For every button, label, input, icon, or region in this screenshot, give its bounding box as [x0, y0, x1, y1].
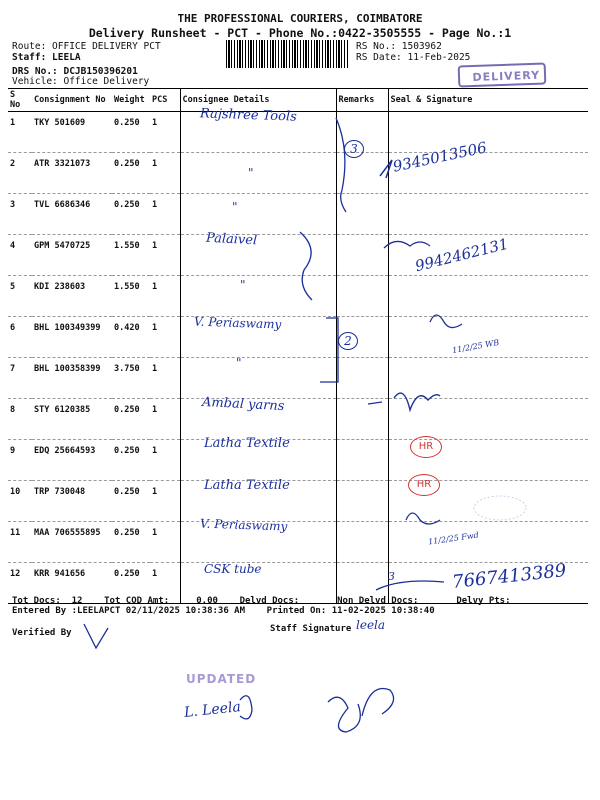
delivery-stamp: DELIVERY	[458, 62, 547, 87]
row-consignment: KDI 238603	[32, 276, 112, 317]
row-sno: 5	[8, 276, 32, 317]
row-pcs: 1	[150, 276, 180, 317]
row-sno: 11	[8, 522, 32, 563]
row-pcs: 1	[150, 522, 180, 563]
handwritten-consignee-3: "	[232, 200, 238, 214]
row-consignment: MAA 706555895	[32, 522, 112, 563]
row-pcs: 1	[150, 358, 180, 399]
row-pcs: 1	[150, 481, 180, 522]
row-weight: 1.550	[112, 276, 150, 317]
row-sno: 12	[8, 563, 32, 604]
handwritten-consignee-10: Latha Textile	[204, 478, 290, 493]
handwritten-consignee-2: "	[248, 166, 254, 180]
hr-stamp-1: HR	[410, 436, 442, 458]
handwritten-consignee-4: Palaivel	[205, 230, 258, 249]
row-pcs: 1	[150, 563, 180, 604]
rs-date: RS Date: 11-Feb-2025	[356, 52, 471, 63]
row-weight: 0.250	[112, 440, 150, 481]
col-remarks: Remarks	[336, 89, 388, 112]
vehicle-label: Vehicle: Office Delivery	[12, 76, 150, 87]
row-weight: 1.550	[112, 235, 150, 276]
row-weight: 0.420	[112, 317, 150, 358]
row-consignment: EDQ 25664593	[32, 440, 112, 481]
row-consignment: GPM 5470725	[32, 235, 112, 276]
row-pcs: 1	[150, 235, 180, 276]
hr-stamp-2: HR	[408, 474, 440, 496]
row-weight: 3.750	[112, 358, 150, 399]
handwritten-consignee-6: V. Periaswamy	[193, 314, 282, 332]
row-pcs: 1	[150, 317, 180, 358]
row-consignment: BHL 100349399	[32, 317, 112, 358]
handwritten-signature-name: L. Leela	[183, 699, 242, 721]
row-sno: 6	[8, 317, 32, 358]
col-pcs: PCS	[150, 89, 180, 112]
col-sno: S No	[8, 89, 32, 112]
updated-stamp: UPDATED	[186, 672, 257, 686]
row-weight: 0.250	[112, 112, 150, 153]
row-weight: 0.250	[112, 522, 150, 563]
handwritten-phone-3: 7667413389	[451, 560, 568, 593]
row-weight: 0.250	[112, 153, 150, 194]
handwritten-consignee-9: Latha Textile	[204, 436, 290, 451]
row-pcs: 1	[150, 399, 180, 440]
col-weight: Weight	[112, 89, 150, 112]
handwritten-consignee-8: Ambal yarns	[201, 394, 285, 415]
row-consignment: STY 6120385	[32, 399, 112, 440]
row-pcs: 1	[150, 194, 180, 235]
row-consignment: TKY 501609	[32, 112, 112, 153]
col-consignee: Consignee Details	[180, 89, 336, 112]
row-pcs: 1	[150, 153, 180, 194]
row-sno: 3	[8, 194, 32, 235]
handwritten-date-note-1: 11/2/25 WB	[451, 337, 500, 356]
rs-number: RS No.: 1503962	[356, 41, 442, 52]
row-pcs: 1	[150, 440, 180, 481]
handwritten-phone-1: 9345013506	[391, 138, 489, 176]
row-sno: 7	[8, 358, 32, 399]
entered-by-line: Entered By :LEELAPCT 02/11/2025 10:38:36 AM Printed On: 11-02-2025 10:38:40	[12, 606, 435, 616]
handwritten-consignee-12: CSK tube	[204, 562, 262, 576]
row-consignment: TRP 730048	[32, 481, 112, 522]
row-sno: 8	[8, 399, 32, 440]
group-count-marker-3: 3	[388, 570, 395, 583]
staff-signature-label: Staff Signature	[270, 624, 352, 634]
row-sno: 4	[8, 235, 32, 276]
drs-label: DRS No.: DCJB150396201	[12, 66, 138, 77]
row-weight: 0.250	[112, 481, 150, 522]
row-sno: 10	[8, 481, 32, 522]
verified-by-label: Verified By	[12, 628, 72, 638]
staff-label: Staff: LEELA	[12, 52, 81, 63]
row-consignment: BHL 100358399	[32, 358, 112, 399]
col-seal-signature: Seal & Signature	[388, 89, 588, 112]
handwritten-date-note-2: 11/2/25 Fwd	[427, 530, 480, 547]
runsheet-subtitle: Delivery Runsheet - PCT - Phone No.:0422-3505555 - Page No.:1	[88, 26, 512, 40]
row-consignment: TVL 6686346	[32, 194, 112, 235]
row-sno: 2	[8, 153, 32, 194]
handwritten-consignee-5: "	[240, 278, 246, 292]
row-consignment: KRR 941656	[32, 563, 112, 604]
row-sno: 9	[8, 440, 32, 481]
row-weight: 0.250	[112, 563, 150, 604]
totals-line: Tot Docs: 12 Tot COD Amt: 0.00 Delvd Docs: Non Delvd Docs: Delvy Pts:	[12, 596, 511, 606]
company-title: THE PROFESSIONAL COURIERS, COIMBATORE	[177, 12, 423, 25]
row-pcs: 1	[150, 112, 180, 153]
group-count-marker-1: 3	[344, 140, 364, 158]
col-consignment: Consignment No	[32, 89, 112, 112]
handwritten-consignee-7: "	[236, 356, 242, 370]
group-count-marker-2: 2	[338, 332, 358, 350]
row-sno: 1	[8, 112, 32, 153]
staff-signature: leela	[356, 618, 386, 632]
handwritten-consignee-1: Rajshree Tools	[199, 106, 298, 125]
row-weight: 0.250	[112, 194, 150, 235]
route-label: Route: OFFICE DELIVERY PCT	[12, 41, 161, 52]
row-weight: 0.250	[112, 399, 150, 440]
row-consignment: ATR 3321073	[32, 153, 112, 194]
handwritten-consignee-11: V. Periaswamy	[199, 516, 288, 534]
handwritten-phone-2: 9942462131	[413, 234, 511, 276]
